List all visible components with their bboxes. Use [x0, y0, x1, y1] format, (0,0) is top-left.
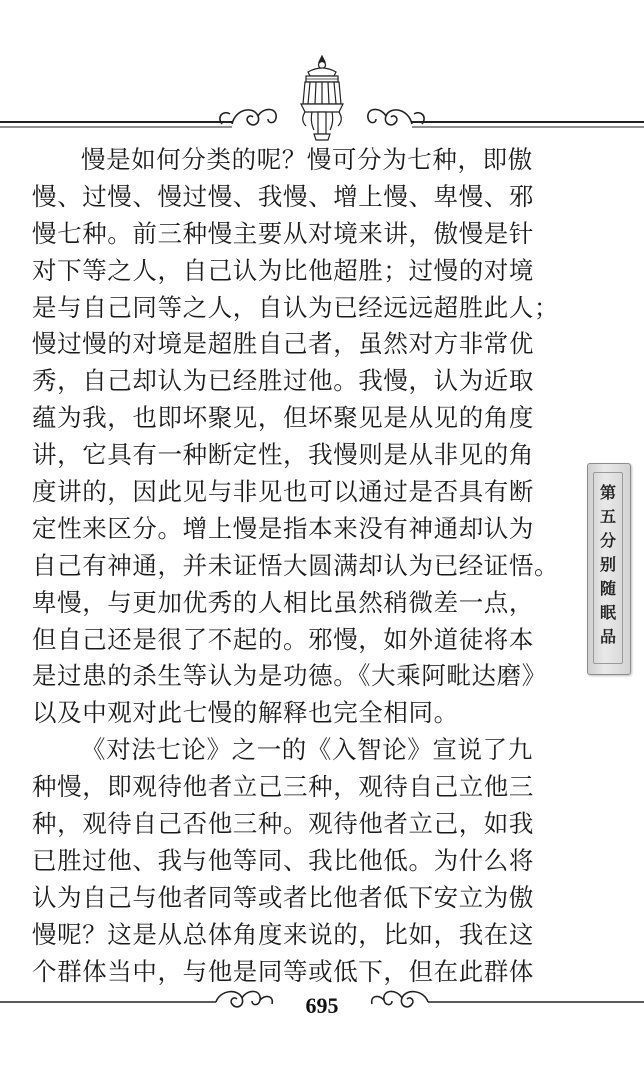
text-line: 已胜过他、我与他等同、我比他低。为什么将 [32, 845, 534, 875]
side-tab-char: 随 [599, 579, 616, 598]
text-line: 个群体当中，与他是同等或低下，但在此群体 [32, 956, 534, 986]
side-tab-char: 第 [599, 483, 616, 502]
side-tab-char: 别 [599, 555, 616, 574]
text-line: 慢七种。前三种慢主要从对境来讲，傲慢是针 [32, 218, 534, 248]
side-tab-char: 五 [599, 507, 616, 526]
chapter-side-tab-label [593, 472, 623, 664]
text-line: 《对法七论》之一的《入智论》宣说了九 [81, 735, 533, 765]
text-line: 对下等之人，自己认为比他超胜；过慢的对境 [32, 255, 534, 285]
text-line: 秀，自己却认为已经胜过他。我慢，认为近取 [32, 366, 534, 396]
side-tab-char: 分 [599, 531, 616, 550]
text-line: 以及中观对此七慢的解释也完全相同。 [32, 698, 459, 728]
victory-banner-icon [301, 56, 343, 140]
text-line: 慢过慢的对境是超胜自己者，虽然对方非常优 [32, 329, 534, 359]
text-line: 蕴为我，也即坏聚见，但坏聚见是从见的角度 [32, 403, 534, 433]
text-line: 慢是如何分类的呢？慢可分为七种，即傲 [81, 145, 533, 174]
text-line: 种慢，即观待他者立己三种，观待自己立他三 [32, 772, 534, 802]
text-line: 自己有神通，并未证悟大圆满却认为已经证悟。 [32, 550, 560, 580]
side-tab-char: 品 [599, 627, 616, 646]
text-line: 是与自己同等之人，自认为已经远远超胜此人； [32, 292, 560, 322]
text-line: 度讲的，因此见与非见也可以通过是否具有断 [32, 477, 534, 507]
page-number: 695 [305, 993, 339, 1018]
text-line: 慢呢？这是从总体角度来说的，比如，我在这 [32, 919, 534, 949]
text-line: 定性来区分。增上慢是指本来没有神通却认为 [32, 513, 534, 543]
text-line: 卑慢，与更加优秀的人相比虽然稍微差一点， [32, 587, 534, 617]
text-line: 慢、过慢、慢过慢、我慢、增上慢、卑慢、邪 [32, 181, 534, 211]
page-header [0, 52, 644, 142]
text-line: 是过患的杀生等认为是功德。《大乘阿毗达磨》 [32, 661, 547, 691]
text-line: 认为自己与他者同等或者比他者低下安立为傲 [32, 882, 534, 912]
header-ornament [0, 52, 644, 142]
chapter-side-tab [587, 463, 631, 675]
text-line: 讲，它具有一种断定性，我慢则是从非见的角 [32, 440, 534, 470]
body-text [32, 142, 572, 990]
text-line: 但自己还是很了不起的。邪慢，如外道徒将本 [32, 624, 534, 654]
text-line: 种，观待自己否他三种。观待他者立己，如我 [32, 809, 534, 839]
side-tab-char: 眠 [599, 603, 616, 622]
